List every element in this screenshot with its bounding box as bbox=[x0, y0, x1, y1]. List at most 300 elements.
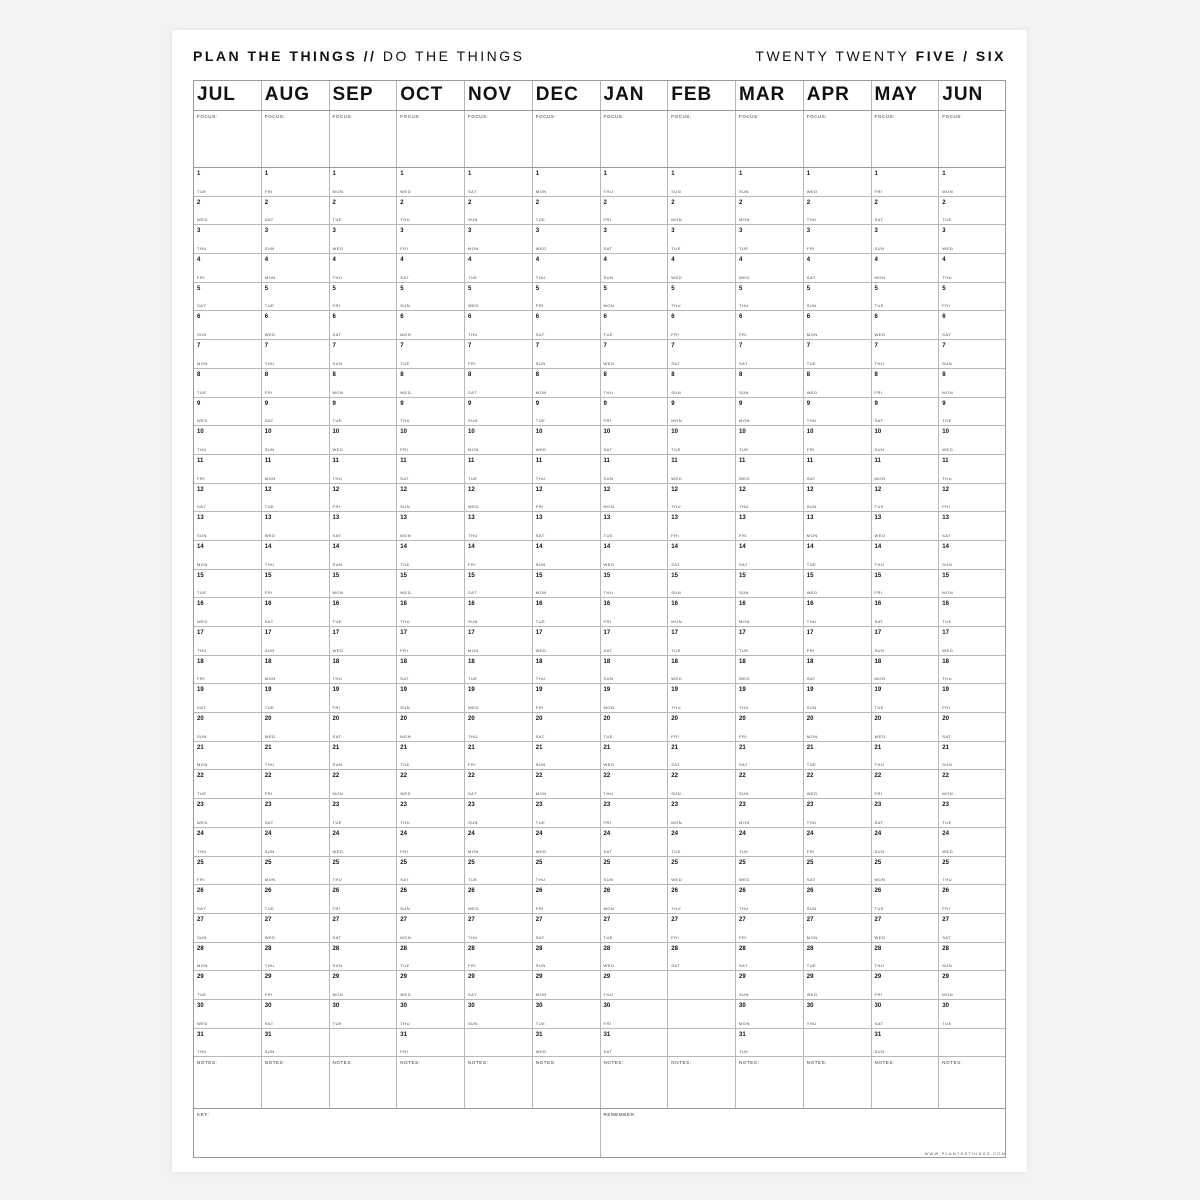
day-cell[interactable] bbox=[736, 168, 804, 196]
day-cell[interactable] bbox=[601, 885, 669, 913]
day-cell[interactable] bbox=[465, 598, 533, 626]
day-cell[interactable] bbox=[601, 426, 669, 454]
notes-cell[interactable] bbox=[194, 1057, 262, 1108]
day-cell[interactable] bbox=[939, 340, 1007, 368]
day-cell[interactable] bbox=[533, 1029, 601, 1057]
day-cell[interactable] bbox=[601, 742, 669, 770]
day-cell[interactable] bbox=[330, 971, 398, 999]
day-cell[interactable] bbox=[465, 885, 533, 913]
day-cell[interactable] bbox=[465, 770, 533, 798]
day-cell[interactable] bbox=[939, 627, 1007, 655]
day-cell[interactable] bbox=[262, 283, 330, 311]
day-cell[interactable] bbox=[397, 283, 465, 311]
day-cell[interactable] bbox=[736, 1029, 804, 1057]
day-cell[interactable] bbox=[262, 684, 330, 712]
day-cell[interactable] bbox=[194, 197, 262, 225]
day-cell[interactable] bbox=[872, 197, 940, 225]
day-cell[interactable] bbox=[194, 598, 262, 626]
day-cell[interactable] bbox=[330, 283, 398, 311]
day-cell[interactable] bbox=[872, 914, 940, 942]
day-cell[interactable] bbox=[601, 283, 669, 311]
day-cell[interactable] bbox=[736, 656, 804, 684]
day-cell[interactable] bbox=[601, 311, 669, 339]
day-cell[interactable] bbox=[804, 627, 872, 655]
day-cell[interactable] bbox=[533, 828, 601, 856]
day-cell[interactable] bbox=[804, 311, 872, 339]
day-cell[interactable] bbox=[533, 484, 601, 512]
day-cell[interactable] bbox=[939, 311, 1007, 339]
day-cell[interactable] bbox=[939, 742, 1007, 770]
day-cell[interactable] bbox=[533, 340, 601, 368]
day-cell[interactable] bbox=[397, 828, 465, 856]
day-cell[interactable] bbox=[804, 943, 872, 971]
day-cell[interactable] bbox=[668, 713, 736, 741]
day-cell[interactable] bbox=[804, 426, 872, 454]
day-cell[interactable] bbox=[397, 770, 465, 798]
day-cell[interactable] bbox=[262, 570, 330, 598]
day-cell[interactable] bbox=[533, 742, 601, 770]
day-cell[interactable] bbox=[872, 340, 940, 368]
day-cell[interactable] bbox=[262, 398, 330, 426]
day-cell[interactable] bbox=[736, 484, 804, 512]
day-cell[interactable] bbox=[804, 398, 872, 426]
day-cell[interactable] bbox=[262, 770, 330, 798]
notes-cell[interactable] bbox=[804, 1057, 872, 1108]
day-cell[interactable] bbox=[330, 1000, 398, 1028]
day-cell[interactable] bbox=[262, 340, 330, 368]
notes-cell[interactable] bbox=[465, 1057, 533, 1108]
day-cell[interactable] bbox=[262, 426, 330, 454]
day-cell[interactable] bbox=[872, 283, 940, 311]
day-cell[interactable] bbox=[465, 197, 533, 225]
day-cell[interactable] bbox=[939, 484, 1007, 512]
day-cell[interactable] bbox=[939, 828, 1007, 856]
day-cell[interactable] bbox=[668, 914, 736, 942]
day-cell[interactable] bbox=[939, 225, 1007, 253]
day-cell[interactable] bbox=[465, 426, 533, 454]
focus-cell[interactable] bbox=[601, 111, 669, 167]
day-cell[interactable] bbox=[533, 570, 601, 598]
day-cell[interactable] bbox=[194, 770, 262, 798]
day-cell[interactable] bbox=[601, 857, 669, 885]
focus-cell[interactable] bbox=[533, 111, 601, 167]
day-cell[interactable] bbox=[397, 1000, 465, 1028]
day-cell[interactable] bbox=[262, 484, 330, 512]
day-cell[interactable] bbox=[194, 541, 262, 569]
day-cell[interactable] bbox=[397, 541, 465, 569]
day-cell[interactable] bbox=[330, 541, 398, 569]
day-cell[interactable] bbox=[601, 713, 669, 741]
day-cell[interactable] bbox=[804, 1029, 872, 1057]
day-cell[interactable] bbox=[939, 570, 1007, 598]
day-cell[interactable] bbox=[736, 254, 804, 282]
day-cell[interactable] bbox=[465, 455, 533, 483]
day-cell[interactable] bbox=[397, 799, 465, 827]
day-cell[interactable] bbox=[872, 943, 940, 971]
day-cell[interactable] bbox=[736, 684, 804, 712]
day-cell[interactable] bbox=[668, 311, 736, 339]
day-cell[interactable] bbox=[330, 914, 398, 942]
day-cell[interactable] bbox=[330, 943, 398, 971]
day-cell[interactable] bbox=[939, 1000, 1007, 1028]
day-cell[interactable] bbox=[397, 512, 465, 540]
day-cell[interactable] bbox=[330, 742, 398, 770]
day-cell[interactable] bbox=[736, 340, 804, 368]
day-cell[interactable] bbox=[533, 914, 601, 942]
day-cell[interactable] bbox=[804, 455, 872, 483]
day-cell[interactable] bbox=[601, 799, 669, 827]
day-cell[interactable] bbox=[804, 541, 872, 569]
notes-cell[interactable] bbox=[668, 1057, 736, 1108]
day-cell[interactable] bbox=[330, 656, 398, 684]
day-cell[interactable] bbox=[668, 943, 736, 971]
day-cell[interactable] bbox=[465, 828, 533, 856]
day-cell[interactable] bbox=[939, 455, 1007, 483]
day-cell[interactable] bbox=[330, 1029, 398, 1057]
day-cell[interactable] bbox=[194, 369, 262, 397]
day-cell[interactable] bbox=[465, 254, 533, 282]
day-cell[interactable] bbox=[330, 512, 398, 540]
day-cell[interactable] bbox=[533, 770, 601, 798]
day-cell[interactable] bbox=[736, 369, 804, 397]
day-cell[interactable] bbox=[668, 828, 736, 856]
day-cell[interactable] bbox=[668, 512, 736, 540]
day-cell[interactable] bbox=[601, 1000, 669, 1028]
day-cell[interactable] bbox=[330, 168, 398, 196]
day-cell[interactable] bbox=[465, 971, 533, 999]
day-cell[interactable] bbox=[533, 254, 601, 282]
day-cell[interactable] bbox=[736, 713, 804, 741]
day-cell[interactable] bbox=[533, 857, 601, 885]
day-cell[interactable] bbox=[872, 455, 940, 483]
day-cell[interactable] bbox=[330, 254, 398, 282]
day-cell[interactable] bbox=[939, 541, 1007, 569]
day-cell[interactable] bbox=[939, 598, 1007, 626]
day-cell[interactable] bbox=[939, 770, 1007, 798]
day-cell[interactable] bbox=[736, 742, 804, 770]
day-cell[interactable] bbox=[262, 254, 330, 282]
day-cell[interactable] bbox=[668, 541, 736, 569]
day-cell[interactable] bbox=[872, 369, 940, 397]
day-cell[interactable] bbox=[939, 369, 1007, 397]
day-cell[interactable] bbox=[668, 885, 736, 913]
day-cell[interactable] bbox=[668, 340, 736, 368]
day-cell[interactable] bbox=[601, 570, 669, 598]
notes-cell[interactable] bbox=[872, 1057, 940, 1108]
day-cell[interactable] bbox=[194, 311, 262, 339]
day-cell[interactable] bbox=[736, 770, 804, 798]
day-cell[interactable] bbox=[601, 828, 669, 856]
day-cell[interactable] bbox=[601, 684, 669, 712]
day-cell[interactable] bbox=[397, 656, 465, 684]
day-cell[interactable] bbox=[601, 369, 669, 397]
day-cell[interactable] bbox=[601, 656, 669, 684]
day-cell[interactable] bbox=[330, 828, 398, 856]
notes-cell[interactable] bbox=[736, 1057, 804, 1108]
day-cell[interactable] bbox=[736, 541, 804, 569]
day-cell[interactable] bbox=[465, 713, 533, 741]
day-cell[interactable] bbox=[736, 426, 804, 454]
day-cell[interactable] bbox=[262, 656, 330, 684]
day-cell[interactable] bbox=[668, 656, 736, 684]
focus-cell[interactable] bbox=[736, 111, 804, 167]
day-cell[interactable] bbox=[804, 197, 872, 225]
day-cell[interactable] bbox=[262, 857, 330, 885]
day-cell[interactable] bbox=[262, 799, 330, 827]
day-cell[interactable] bbox=[465, 484, 533, 512]
day-cell[interactable] bbox=[872, 484, 940, 512]
day-cell[interactable] bbox=[397, 570, 465, 598]
day-cell[interactable] bbox=[194, 857, 262, 885]
day-cell[interactable] bbox=[533, 426, 601, 454]
day-cell[interactable] bbox=[668, 857, 736, 885]
day-cell[interactable] bbox=[939, 283, 1007, 311]
notes-cell[interactable] bbox=[330, 1057, 398, 1108]
notes-cell[interactable] bbox=[601, 1057, 669, 1108]
day-cell[interactable] bbox=[939, 857, 1007, 885]
day-cell[interactable] bbox=[736, 971, 804, 999]
day-cell[interactable] bbox=[601, 254, 669, 282]
day-cell[interactable] bbox=[872, 742, 940, 770]
day-cell[interactable] bbox=[804, 484, 872, 512]
day-cell[interactable] bbox=[397, 340, 465, 368]
day-cell[interactable] bbox=[736, 914, 804, 942]
day-cell[interactable] bbox=[194, 426, 262, 454]
day-cell[interactable] bbox=[262, 369, 330, 397]
day-cell[interactable] bbox=[601, 197, 669, 225]
day-cell[interactable] bbox=[330, 598, 398, 626]
day-cell[interactable] bbox=[804, 914, 872, 942]
day-cell[interactable] bbox=[939, 799, 1007, 827]
day-cell[interactable] bbox=[262, 914, 330, 942]
day-cell[interactable] bbox=[668, 742, 736, 770]
day-cell[interactable] bbox=[397, 455, 465, 483]
day-cell[interactable] bbox=[939, 656, 1007, 684]
day-cell[interactable] bbox=[872, 828, 940, 856]
day-cell[interactable] bbox=[330, 713, 398, 741]
day-cell[interactable] bbox=[668, 684, 736, 712]
day-cell[interactable] bbox=[194, 484, 262, 512]
day-cell[interactable] bbox=[262, 885, 330, 913]
day-cell[interactable] bbox=[939, 684, 1007, 712]
day-cell[interactable] bbox=[736, 197, 804, 225]
day-cell[interactable] bbox=[668, 369, 736, 397]
day-cell[interactable] bbox=[465, 1029, 533, 1057]
day-cell[interactable] bbox=[804, 512, 872, 540]
day-cell[interactable] bbox=[872, 627, 940, 655]
day-cell[interactable] bbox=[533, 369, 601, 397]
day-cell[interactable] bbox=[736, 598, 804, 626]
day-cell[interactable] bbox=[872, 684, 940, 712]
day-cell[interactable] bbox=[736, 857, 804, 885]
day-cell[interactable] bbox=[668, 426, 736, 454]
day-cell[interactable] bbox=[804, 971, 872, 999]
day-cell[interactable] bbox=[262, 1000, 330, 1028]
day-cell[interactable] bbox=[533, 627, 601, 655]
day-cell[interactable] bbox=[330, 197, 398, 225]
day-cell[interactable] bbox=[397, 484, 465, 512]
day-cell[interactable] bbox=[262, 943, 330, 971]
day-cell[interactable] bbox=[939, 426, 1007, 454]
day-cell[interactable] bbox=[194, 971, 262, 999]
day-cell[interactable] bbox=[533, 283, 601, 311]
day-cell[interactable] bbox=[330, 857, 398, 885]
day-cell[interactable] bbox=[804, 225, 872, 253]
day-cell[interactable] bbox=[939, 713, 1007, 741]
day-cell[interactable] bbox=[804, 1000, 872, 1028]
day-cell[interactable] bbox=[194, 742, 262, 770]
day-cell[interactable] bbox=[397, 857, 465, 885]
day-cell[interactable] bbox=[668, 971, 736, 999]
day-cell[interactable] bbox=[939, 971, 1007, 999]
day-cell[interactable] bbox=[736, 512, 804, 540]
day-cell[interactable] bbox=[736, 885, 804, 913]
day-cell[interactable] bbox=[262, 311, 330, 339]
day-cell[interactable] bbox=[465, 283, 533, 311]
day-cell[interactable] bbox=[601, 1029, 669, 1057]
day-cell[interactable] bbox=[939, 1029, 1007, 1057]
day-cell[interactable] bbox=[872, 713, 940, 741]
day-cell[interactable] bbox=[533, 799, 601, 827]
day-cell[interactable] bbox=[194, 828, 262, 856]
day-cell[interactable] bbox=[668, 168, 736, 196]
day-cell[interactable] bbox=[736, 455, 804, 483]
day-cell[interactable] bbox=[262, 828, 330, 856]
day-cell[interactable] bbox=[465, 656, 533, 684]
notes-cell[interactable] bbox=[939, 1057, 1007, 1108]
day-cell[interactable] bbox=[804, 656, 872, 684]
day-cell[interactable] bbox=[533, 168, 601, 196]
day-cell[interactable] bbox=[804, 684, 872, 712]
day-cell[interactable] bbox=[533, 713, 601, 741]
day-cell[interactable] bbox=[397, 713, 465, 741]
day-cell[interactable] bbox=[330, 799, 398, 827]
day-cell[interactable] bbox=[939, 398, 1007, 426]
day-cell[interactable] bbox=[194, 398, 262, 426]
day-cell[interactable] bbox=[330, 311, 398, 339]
day-cell[interactable] bbox=[872, 885, 940, 913]
day-cell[interactable] bbox=[668, 455, 736, 483]
day-cell[interactable] bbox=[872, 311, 940, 339]
day-cell[interactable] bbox=[397, 225, 465, 253]
day-cell[interactable] bbox=[601, 168, 669, 196]
day-cell[interactable] bbox=[465, 627, 533, 655]
day-cell[interactable] bbox=[601, 398, 669, 426]
day-cell[interactable] bbox=[262, 713, 330, 741]
day-cell[interactable] bbox=[194, 225, 262, 253]
day-cell[interactable] bbox=[533, 311, 601, 339]
day-cell[interactable] bbox=[736, 225, 804, 253]
day-cell[interactable] bbox=[939, 254, 1007, 282]
day-cell[interactable] bbox=[330, 340, 398, 368]
day-cell[interactable] bbox=[330, 225, 398, 253]
day-cell[interactable] bbox=[668, 484, 736, 512]
day-cell[interactable] bbox=[194, 455, 262, 483]
day-cell[interactable] bbox=[330, 885, 398, 913]
day-cell[interactable] bbox=[804, 283, 872, 311]
day-cell[interactable] bbox=[533, 197, 601, 225]
day-cell[interactable] bbox=[194, 713, 262, 741]
day-cell[interactable] bbox=[397, 971, 465, 999]
day-cell[interactable] bbox=[465, 541, 533, 569]
day-cell[interactable] bbox=[533, 943, 601, 971]
day-cell[interactable] bbox=[397, 742, 465, 770]
day-cell[interactable] bbox=[804, 857, 872, 885]
day-cell[interactable] bbox=[465, 311, 533, 339]
day-cell[interactable] bbox=[872, 857, 940, 885]
day-cell[interactable] bbox=[533, 1000, 601, 1028]
day-cell[interactable] bbox=[736, 283, 804, 311]
focus-cell[interactable] bbox=[397, 111, 465, 167]
day-cell[interactable] bbox=[601, 455, 669, 483]
focus-cell[interactable] bbox=[872, 111, 940, 167]
day-cell[interactable] bbox=[804, 369, 872, 397]
day-cell[interactable] bbox=[397, 1029, 465, 1057]
day-cell[interactable] bbox=[465, 684, 533, 712]
day-cell[interactable] bbox=[330, 627, 398, 655]
day-cell[interactable] bbox=[601, 770, 669, 798]
day-cell[interactable] bbox=[533, 512, 601, 540]
day-cell[interactable] bbox=[194, 656, 262, 684]
day-cell[interactable] bbox=[872, 398, 940, 426]
day-cell[interactable] bbox=[330, 426, 398, 454]
day-cell[interactable] bbox=[194, 914, 262, 942]
day-cell[interactable] bbox=[465, 512, 533, 540]
day-cell[interactable] bbox=[397, 684, 465, 712]
day-cell[interactable] bbox=[262, 455, 330, 483]
day-cell[interactable] bbox=[194, 684, 262, 712]
day-cell[interactable] bbox=[736, 799, 804, 827]
day-cell[interactable] bbox=[804, 828, 872, 856]
day-cell[interactable] bbox=[872, 225, 940, 253]
day-cell[interactable] bbox=[939, 885, 1007, 913]
day-cell[interactable] bbox=[194, 1000, 262, 1028]
day-cell[interactable] bbox=[397, 426, 465, 454]
day-cell[interactable] bbox=[804, 799, 872, 827]
day-cell[interactable] bbox=[668, 627, 736, 655]
day-cell[interactable] bbox=[330, 484, 398, 512]
focus-cell[interactable] bbox=[939, 111, 1007, 167]
day-cell[interactable] bbox=[194, 1029, 262, 1057]
day-cell[interactable] bbox=[397, 943, 465, 971]
day-cell[interactable] bbox=[668, 398, 736, 426]
day-cell[interactable] bbox=[262, 627, 330, 655]
day-cell[interactable] bbox=[668, 570, 736, 598]
day-cell[interactable] bbox=[533, 885, 601, 913]
day-cell[interactable] bbox=[804, 742, 872, 770]
day-cell[interactable] bbox=[601, 541, 669, 569]
day-cell[interactable] bbox=[872, 426, 940, 454]
day-cell[interactable] bbox=[668, 197, 736, 225]
day-cell[interactable] bbox=[262, 541, 330, 569]
day-cell[interactable] bbox=[397, 627, 465, 655]
day-cell[interactable] bbox=[939, 914, 1007, 942]
day-cell[interactable] bbox=[262, 197, 330, 225]
day-cell[interactable] bbox=[465, 1000, 533, 1028]
day-cell[interactable] bbox=[194, 570, 262, 598]
day-cell[interactable] bbox=[194, 627, 262, 655]
day-cell[interactable] bbox=[533, 684, 601, 712]
day-cell[interactable] bbox=[668, 1000, 736, 1028]
notes-cell[interactable] bbox=[533, 1057, 601, 1108]
day-cell[interactable] bbox=[601, 340, 669, 368]
day-cell[interactable] bbox=[465, 398, 533, 426]
day-cell[interactable] bbox=[194, 799, 262, 827]
day-cell[interactable] bbox=[668, 598, 736, 626]
focus-cell[interactable] bbox=[194, 111, 262, 167]
day-cell[interactable] bbox=[330, 570, 398, 598]
day-cell[interactable] bbox=[194, 512, 262, 540]
